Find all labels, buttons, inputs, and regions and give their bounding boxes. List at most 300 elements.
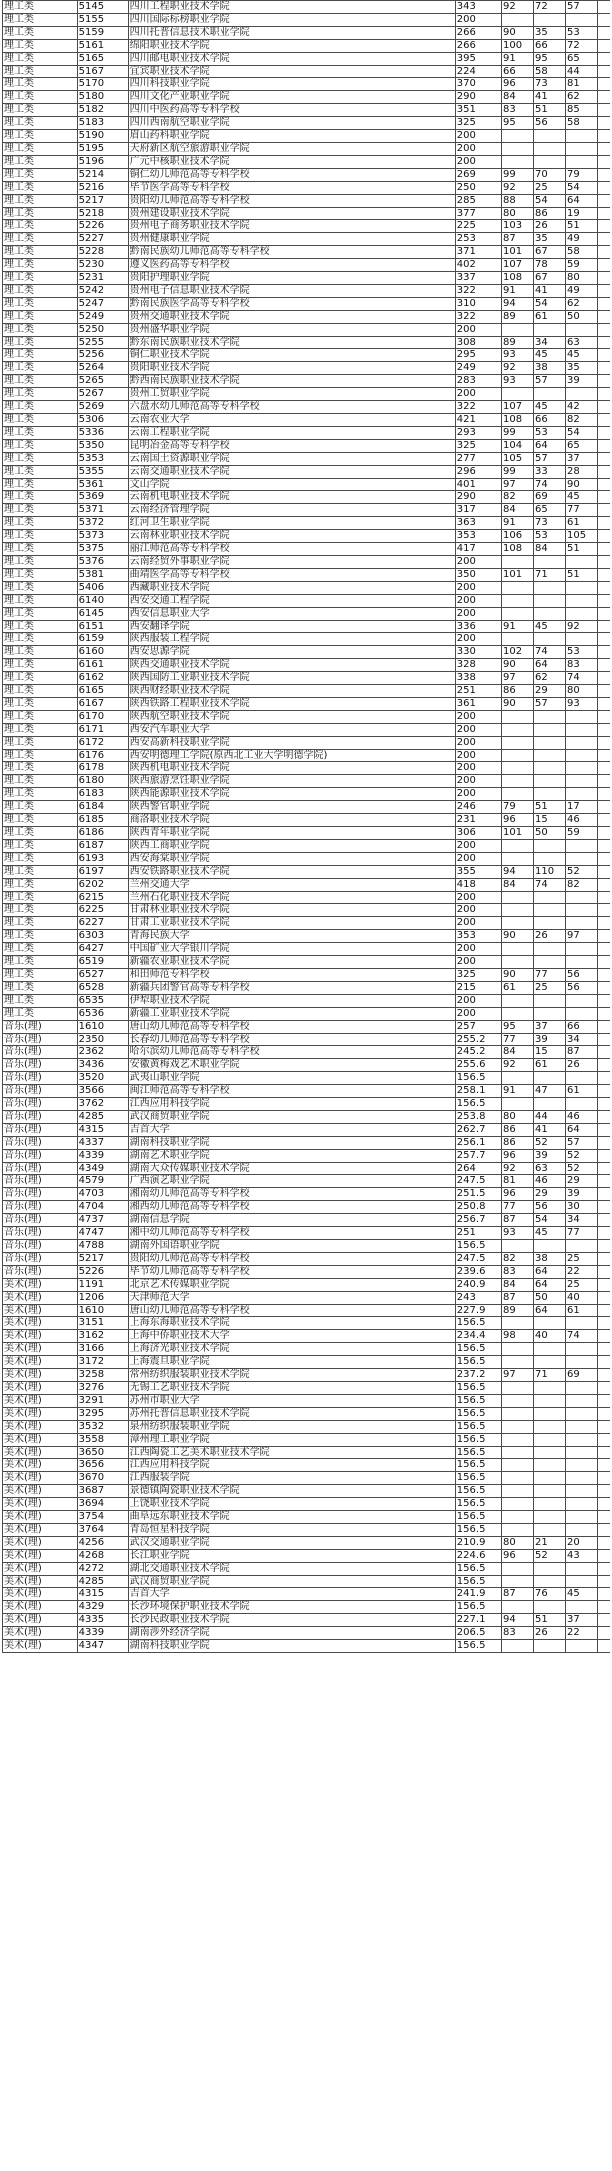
total-score-cell: 325 — [455, 968, 501, 981]
school-name-cell: 青海民族大学 — [128, 930, 455, 943]
score-b-cell: 29 — [534, 1188, 566, 1201]
score-b-cell: 35 — [534, 233, 566, 246]
category-cell: 理工类 — [3, 530, 78, 543]
score-a-cell: 87 — [502, 1291, 534, 1304]
total-score-cell: 355 — [455, 865, 501, 878]
score-b-cell: 58 — [534, 65, 566, 78]
row-end-spacer — [598, 1227, 610, 1240]
score-c-cell — [566, 1575, 598, 1588]
school-name-cell: 西安思源学院 — [128, 646, 455, 659]
table-row — [3, 697, 611, 710]
score-a-cell: 106 — [502, 530, 534, 543]
total-score-cell: 224.6 — [455, 1549, 501, 1562]
school-name-cell: 贵阳职业技术学院 — [128, 362, 455, 375]
score-b-cell: 52 — [534, 1549, 566, 1562]
school-name-cell: 云南工程职业学院 — [128, 426, 455, 439]
score-a-cell: 101 — [502, 246, 534, 259]
score-a-cell — [502, 130, 534, 143]
table-row — [3, 852, 611, 865]
code-cell: 5376 — [77, 555, 128, 568]
total-score-cell: 253 — [455, 233, 501, 246]
school-name-cell: 湘南幼儿师范高等专科学校 — [128, 1188, 455, 1201]
score-c-cell: 105 — [566, 530, 598, 543]
score-b-cell — [534, 13, 566, 26]
score-b-cell — [534, 1007, 566, 1020]
code-cell: 6165 — [77, 685, 128, 698]
category-cell: 美术(理) — [3, 1523, 78, 1536]
total-score-cell: 308 — [455, 336, 501, 349]
score-c-cell — [566, 1446, 598, 1459]
score-b-cell: 57 — [534, 452, 566, 465]
score-a-cell: 86 — [502, 1136, 534, 1149]
code-cell: 5214 — [77, 168, 128, 181]
score-a-cell: 87 — [502, 233, 534, 246]
category-cell: 美术(理) — [3, 1640, 78, 1653]
total-score-cell: 156.5 — [455, 1420, 501, 1433]
row-end-spacer — [598, 685, 610, 698]
score-a-cell: 96 — [502, 1149, 534, 1162]
score-b-cell — [534, 852, 566, 865]
score-b-cell: 67 — [534, 246, 566, 259]
table-row — [3, 646, 611, 659]
score-c-cell — [566, 323, 598, 336]
score-c-cell: 72 — [566, 39, 598, 52]
table-row — [3, 685, 611, 698]
row-end-spacer — [598, 65, 610, 78]
table-row — [3, 1059, 611, 1072]
school-name-cell: 黔东南民族职业技术学院 — [128, 336, 455, 349]
score-c-cell: 61 — [566, 517, 598, 530]
score-a-cell — [502, 1472, 534, 1485]
category-cell: 美术(理) — [3, 1330, 78, 1343]
category-cell: 理工类 — [3, 723, 78, 736]
score-a-cell — [502, 994, 534, 1007]
school-name-cell: 西安信息职业大学 — [128, 607, 455, 620]
score-a-cell — [502, 762, 534, 775]
total-score-cell: 227.9 — [455, 1304, 501, 1317]
score-a-cell: 92 — [502, 1059, 534, 1072]
score-a-cell: 103 — [502, 220, 534, 233]
table-row — [3, 414, 611, 427]
school-name-cell: 铜仁幼儿师范高等专科学校 — [128, 168, 455, 181]
code-cell: 4315 — [77, 1588, 128, 1601]
total-score-cell: 156.5 — [455, 1446, 501, 1459]
category-cell: 理工类 — [3, 504, 78, 517]
score-b-cell: 65 — [534, 504, 566, 517]
score-b-cell: 66 — [534, 39, 566, 52]
table-row — [3, 349, 611, 362]
code-cell: 5361 — [77, 478, 128, 491]
score-a-cell — [502, 1394, 534, 1407]
row-end-spacer — [598, 1291, 610, 1304]
score-b-cell: 25 — [534, 981, 566, 994]
score-b-cell: 40 — [534, 1330, 566, 1343]
code-cell: 6180 — [77, 775, 128, 788]
total-score-cell: 200 — [455, 155, 501, 168]
category-cell: 理工类 — [3, 142, 78, 155]
row-end-spacer — [598, 1562, 610, 1575]
score-a-cell: 83 — [502, 104, 534, 117]
category-cell: 理工类 — [3, 762, 78, 775]
total-score-cell: 262.7 — [455, 1123, 501, 1136]
school-name-cell: 陕西能源职业技术学院 — [128, 788, 455, 801]
code-cell: 6528 — [77, 981, 128, 994]
school-name-cell: 丽江师范高等专科学校 — [128, 543, 455, 556]
score-a-cell — [502, 1420, 534, 1433]
score-a-cell — [502, 839, 534, 852]
score-b-cell: 37 — [534, 1020, 566, 1033]
row-end-spacer — [598, 310, 610, 323]
code-cell: 5159 — [77, 26, 128, 39]
code-cell: 4747 — [77, 1227, 128, 1240]
total-score-cell: 296 — [455, 465, 501, 478]
category-cell: 美术(理) — [3, 1433, 78, 1446]
code-cell: 6527 — [77, 968, 128, 981]
score-c-cell — [566, 1343, 598, 1356]
row-end-spacer — [598, 142, 610, 155]
score-c-cell: 66 — [566, 1020, 598, 1033]
school-name-cell: 四川托普信息技术职业学院 — [128, 26, 455, 39]
total-score-cell: 156.5 — [455, 1640, 501, 1653]
row-end-spacer — [598, 697, 610, 710]
score-b-cell: 46 — [534, 1175, 566, 1188]
code-cell: 6184 — [77, 801, 128, 814]
code-cell: 6145 — [77, 607, 128, 620]
category-cell: 理工类 — [3, 685, 78, 698]
row-end-spacer — [598, 491, 610, 504]
score-b-cell — [534, 1343, 566, 1356]
code-cell: 6197 — [77, 865, 128, 878]
category-cell: 理工类 — [3, 697, 78, 710]
school-name-cell: 北京艺术传媒职业学院 — [128, 1278, 455, 1291]
total-score-cell: 266 — [455, 39, 501, 52]
code-cell: 4339 — [77, 1627, 128, 1640]
total-score-cell: 402 — [455, 259, 501, 272]
row-end-spacer — [598, 414, 610, 427]
table-row — [3, 1549, 611, 1562]
table-row — [3, 943, 611, 956]
category-cell: 音乐(理) — [3, 1252, 78, 1265]
score-c-cell — [566, 1007, 598, 1020]
code-cell: 6172 — [77, 736, 128, 749]
table-row — [3, 13, 611, 26]
category-cell: 音乐(理) — [3, 1162, 78, 1175]
row-end-spacer — [598, 1356, 610, 1369]
table-row — [3, 26, 611, 39]
score-b-cell: 39 — [534, 1149, 566, 1162]
table-row — [3, 581, 611, 594]
score-c-cell: 35 — [566, 362, 598, 375]
score-a-cell — [502, 633, 534, 646]
table-row — [3, 478, 611, 491]
category-cell: 美术(理) — [3, 1575, 78, 1588]
score-c-cell — [566, 1459, 598, 1472]
score-c-cell — [566, 1098, 598, 1111]
code-cell: 3295 — [77, 1407, 128, 1420]
score-b-cell: 70 — [534, 168, 566, 181]
school-name-cell: 贵州电子商务职业技术学院 — [128, 220, 455, 233]
score-b-cell: 47 — [534, 1085, 566, 1098]
score-c-cell: 52 — [566, 1162, 598, 1175]
code-cell: 3566 — [77, 1085, 128, 1098]
score-c-cell: 26 — [566, 1059, 598, 1072]
school-name-cell: 四川科技职业学院 — [128, 78, 455, 91]
total-score-cell: 418 — [455, 878, 501, 891]
code-cell: 3166 — [77, 1343, 128, 1356]
table-row — [3, 1265, 611, 1278]
school-name-cell: 伊犁职业技术学院 — [128, 994, 455, 1007]
table-row — [3, 1575, 611, 1588]
score-c-cell: 63 — [566, 336, 598, 349]
table-row — [3, 1175, 611, 1188]
row-end-spacer — [598, 1, 610, 14]
table-row — [3, 504, 611, 517]
score-b-cell — [534, 994, 566, 1007]
row-end-spacer — [598, 865, 610, 878]
school-name-cell: 无锡工艺职业技术学院 — [128, 1381, 455, 1394]
school-name-cell: 四川文化产业职业学院 — [128, 91, 455, 104]
score-b-cell: 33 — [534, 465, 566, 478]
row-end-spacer — [598, 1098, 610, 1111]
score-c-cell — [566, 13, 598, 26]
total-score-cell: 241.9 — [455, 1588, 501, 1601]
category-cell: 理工类 — [3, 994, 78, 1007]
code-cell: 3762 — [77, 1098, 128, 1111]
score-a-cell: 104 — [502, 439, 534, 452]
score-b-cell — [534, 130, 566, 143]
total-score-cell: 156.5 — [455, 1433, 501, 1446]
score-c-cell: 34 — [566, 1033, 598, 1046]
score-a-cell: 84 — [502, 1278, 534, 1291]
code-cell: 6193 — [77, 852, 128, 865]
score-c-cell — [566, 594, 598, 607]
code-cell: 4272 — [77, 1562, 128, 1575]
school-name-cell: 武汉交通职业学院 — [128, 1536, 455, 1549]
category-cell: 理工类 — [3, 259, 78, 272]
score-c-cell: 43 — [566, 1549, 598, 1562]
school-name-cell: 江西陶瓷工艺美术职业技术学院 — [128, 1446, 455, 1459]
score-a-cell — [502, 1407, 534, 1420]
total-score-cell: 200 — [455, 581, 501, 594]
code-cell: 4256 — [77, 1536, 128, 1549]
row-end-spacer — [598, 336, 610, 349]
category-cell: 理工类 — [3, 749, 78, 762]
score-b-cell: 77 — [534, 968, 566, 981]
total-score-cell: 243 — [455, 1291, 501, 1304]
total-score-cell: 156.5 — [455, 1459, 501, 1472]
score-b-cell: 15 — [534, 1046, 566, 1059]
score-a-cell — [502, 736, 534, 749]
category-cell: 理工类 — [3, 91, 78, 104]
category-cell: 理工类 — [3, 710, 78, 723]
total-score-cell: 246 — [455, 801, 501, 814]
table-row — [3, 1201, 611, 1214]
category-cell: 理工类 — [3, 26, 78, 39]
score-b-cell — [534, 1356, 566, 1369]
school-name-cell: 四川西南航空职业学院 — [128, 117, 455, 130]
school-name-cell: 陕西服装工程学院 — [128, 633, 455, 646]
total-score-cell: 156.5 — [455, 1472, 501, 1485]
row-end-spacer — [598, 272, 610, 285]
row-end-spacer — [598, 1059, 610, 1072]
row-end-spacer — [598, 104, 610, 117]
table-row — [3, 259, 611, 272]
code-cell: 4579 — [77, 1175, 128, 1188]
category-cell: 美术(理) — [3, 1304, 78, 1317]
code-cell: 5230 — [77, 259, 128, 272]
table-row — [3, 1046, 611, 1059]
category-cell: 理工类 — [3, 607, 78, 620]
school-name-cell: 绵阳职业技术学院 — [128, 39, 455, 52]
row-end-spacer — [598, 1446, 610, 1459]
score-c-cell: 62 — [566, 91, 598, 104]
total-score-cell: 350 — [455, 568, 501, 581]
table-row — [3, 78, 611, 91]
table-row — [3, 1149, 611, 1162]
score-c-cell: 82 — [566, 414, 598, 427]
score-a-cell: 66 — [502, 65, 534, 78]
code-cell: 3764 — [77, 1523, 128, 1536]
category-cell: 音乐(理) — [3, 1149, 78, 1162]
code-cell: 3520 — [77, 1072, 128, 1085]
table-row — [3, 1472, 611, 1485]
total-score-cell: 310 — [455, 297, 501, 310]
score-c-cell: 59 — [566, 259, 598, 272]
category-cell: 美术(理) — [3, 1381, 78, 1394]
code-cell: 5247 — [77, 297, 128, 310]
table-row — [3, 555, 611, 568]
score-b-cell — [534, 710, 566, 723]
school-name-cell: 唐山幼儿师范高等专科学校 — [128, 1304, 455, 1317]
score-b-cell — [534, 1459, 566, 1472]
total-score-cell: 224 — [455, 65, 501, 78]
code-cell: 5406 — [77, 581, 128, 594]
score-c-cell: 19 — [566, 207, 598, 220]
score-c-cell — [566, 736, 598, 749]
score-c-cell: 64 — [566, 1123, 598, 1136]
row-end-spacer — [598, 1407, 610, 1420]
school-name-cell: 贵州健康职业学院 — [128, 233, 455, 246]
code-cell: 3291 — [77, 1394, 128, 1407]
category-cell: 理工类 — [3, 233, 78, 246]
score-b-cell: 66 — [534, 414, 566, 427]
score-c-cell — [566, 142, 598, 155]
score-b-cell: 95 — [534, 52, 566, 65]
school-name-cell: 湖南外国语职业学院 — [128, 1240, 455, 1253]
table-row — [3, 1227, 611, 1240]
score-a-cell — [502, 1498, 534, 1511]
score-b-cell: 41 — [534, 284, 566, 297]
category-cell: 音乐(理) — [3, 1123, 78, 1136]
score-c-cell: 61 — [566, 1304, 598, 1317]
category-cell: 理工类 — [3, 207, 78, 220]
school-name-cell: 云南机电职业技术学院 — [128, 491, 455, 504]
category-cell: 理工类 — [3, 336, 78, 349]
score-a-cell: 95 — [502, 117, 534, 130]
category-cell: 理工类 — [3, 543, 78, 556]
row-end-spacer — [598, 1640, 610, 1653]
score-b-cell: 76 — [534, 1588, 566, 1601]
code-cell: 2350 — [77, 1033, 128, 1046]
school-name-cell: 陕西机电职业技术学院 — [128, 762, 455, 775]
total-score-cell: 156.5 — [455, 1072, 501, 1085]
school-name-cell: 兰州石化职业技术学院 — [128, 891, 455, 904]
score-c-cell — [566, 155, 598, 168]
score-c-cell: 74 — [566, 1330, 598, 1343]
score-a-cell — [502, 891, 534, 904]
score-c-cell: 49 — [566, 284, 598, 297]
score-c-cell: 52 — [566, 1149, 598, 1162]
score-a-cell: 92 — [502, 1, 534, 14]
school-name-cell: 眉山药科职业学院 — [128, 130, 455, 143]
row-end-spacer — [598, 1149, 610, 1162]
category-cell: 理工类 — [3, 968, 78, 981]
table-row — [3, 865, 611, 878]
school-name-cell: 黔西南民族职业技术学院 — [128, 375, 455, 388]
score-b-cell: 54 — [534, 194, 566, 207]
school-name-cell: 吉首大学 — [128, 1588, 455, 1601]
school-name-cell: 江西应用科技学院 — [128, 1459, 455, 1472]
score-c-cell: 82 — [566, 878, 598, 891]
code-cell: 5216 — [77, 181, 128, 194]
score-c-cell — [566, 852, 598, 865]
school-name-cell: 吉首大学 — [128, 1123, 455, 1136]
code-cell: 6140 — [77, 594, 128, 607]
score-a-cell: 100 — [502, 39, 534, 52]
score-c-cell: 53 — [566, 26, 598, 39]
table-row — [3, 1485, 611, 1498]
row-end-spacer — [598, 878, 610, 891]
score-c-cell: 74 — [566, 672, 598, 685]
total-score-cell: 200 — [455, 917, 501, 930]
score-a-cell — [502, 1433, 534, 1446]
score-a-cell — [502, 1343, 534, 1356]
row-end-spacer — [598, 1420, 610, 1433]
score-c-cell — [566, 130, 598, 143]
row-end-spacer — [598, 956, 610, 969]
table-row — [3, 801, 611, 814]
total-score-cell: 156.5 — [455, 1098, 501, 1111]
code-cell: 2362 — [77, 1046, 128, 1059]
score-b-cell: 72 — [534, 1, 566, 14]
school-name-cell: 湘西幼儿师范高等专科学校 — [128, 1201, 455, 1214]
school-name-cell: 西安汽车职业大学 — [128, 723, 455, 736]
row-end-spacer — [598, 943, 610, 956]
row-end-spacer — [598, 1110, 610, 1123]
score-b-cell — [534, 1472, 566, 1485]
score-b-cell: 26 — [534, 930, 566, 943]
row-end-spacer — [598, 26, 610, 39]
school-name-cell: 陕西旅游烹饪职业学院 — [128, 775, 455, 788]
score-b-cell — [534, 1072, 566, 1085]
category-cell: 理工类 — [3, 852, 78, 865]
table-row — [3, 1601, 611, 1614]
table-row — [3, 1162, 611, 1175]
school-name-cell: 常州纺织服装职业技术学院 — [128, 1369, 455, 1382]
total-score-cell: 395 — [455, 52, 501, 65]
score-b-cell: 74 — [534, 646, 566, 659]
school-name-cell: 天津师范大学 — [128, 1291, 455, 1304]
score-a-cell: 97 — [502, 478, 534, 491]
score-c-cell: 87 — [566, 1046, 598, 1059]
school-name-cell: 湘中幼儿师范高等专科学校 — [128, 1227, 455, 1240]
score-c-cell: 79 — [566, 168, 598, 181]
score-b-cell: 26 — [534, 220, 566, 233]
row-end-spacer — [598, 52, 610, 65]
table-row — [3, 1356, 611, 1369]
score-a-cell: 105 — [502, 452, 534, 465]
category-cell: 理工类 — [3, 865, 78, 878]
